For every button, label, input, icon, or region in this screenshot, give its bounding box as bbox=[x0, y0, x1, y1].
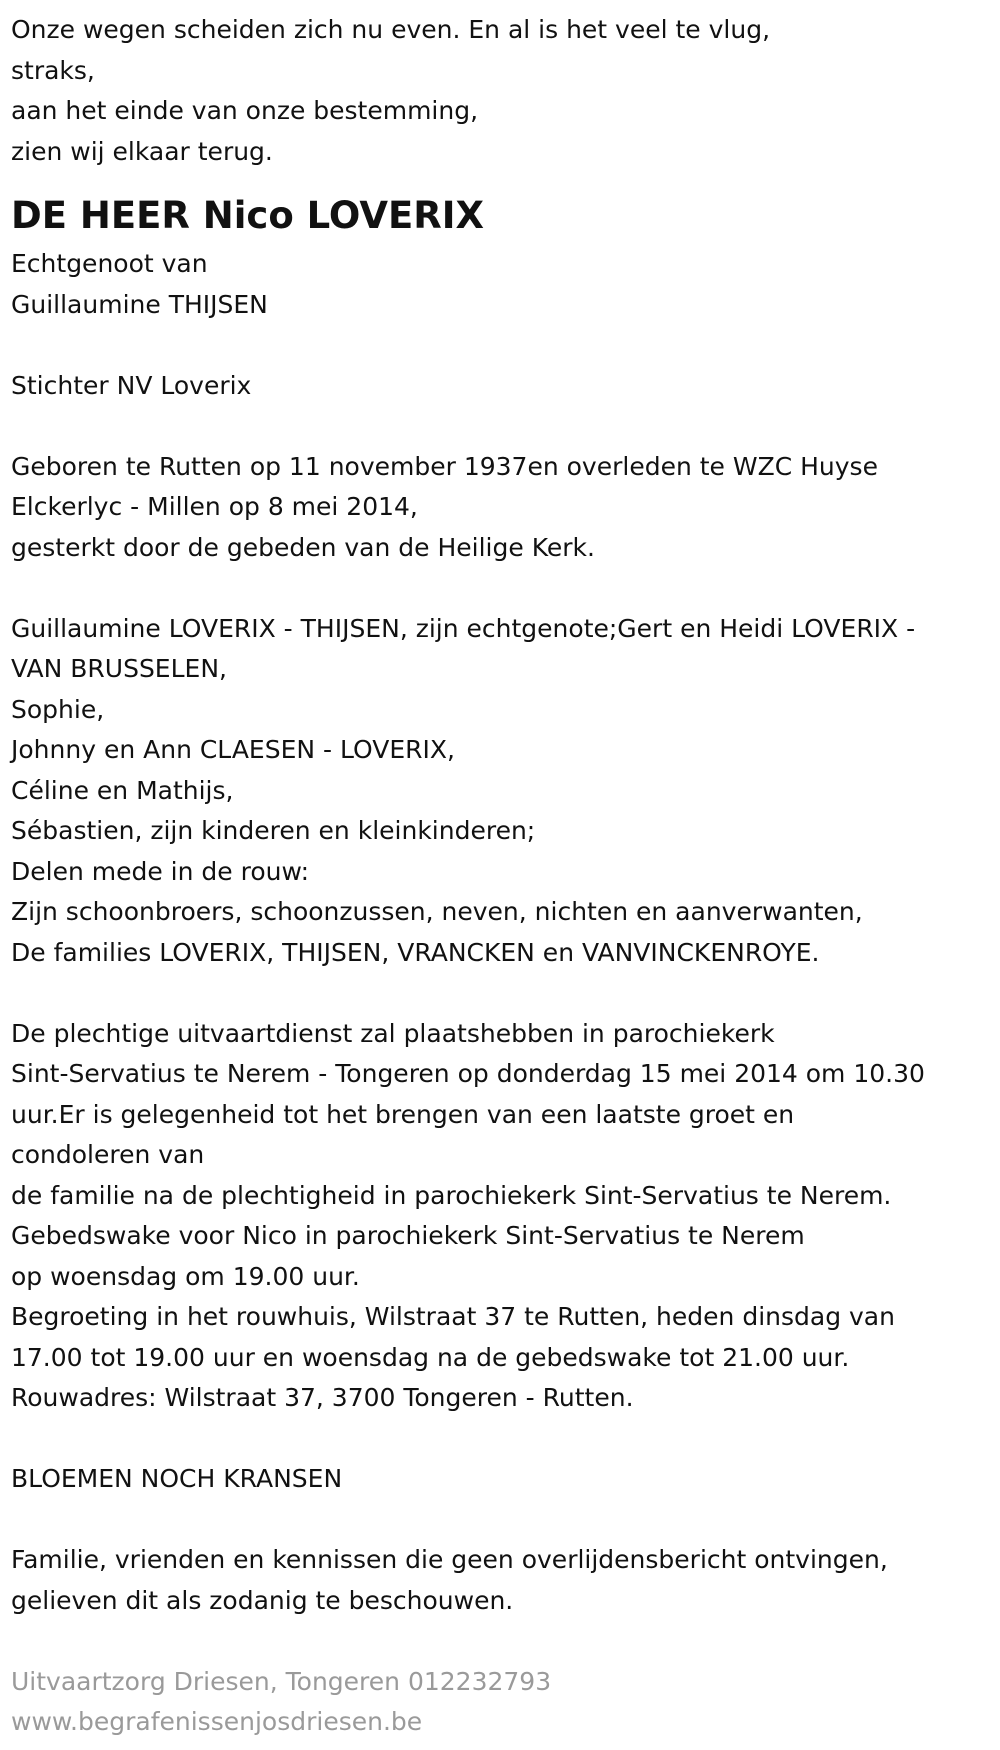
family-line: Sophie, bbox=[11, 694, 105, 724]
spacer bbox=[11, 1419, 989, 1460]
poem-line: aan het einde van onze bestemming, bbox=[11, 96, 479, 125]
birth-death-line: Elckerlyc - Millen op 8 mei 2014, bbox=[11, 492, 418, 521]
ceremony-line: Rouwadres: Wilstraat 37, 3700 Tongeren - Rutten. bbox=[11, 1383, 634, 1412]
notice-section bbox=[11, 1540, 989, 1621]
poem bbox=[11, 10, 989, 172]
family-line: Johnny en Ann CLAESEN - LOVERIX, bbox=[11, 735, 455, 764]
family-line: Guillaumine LOVERIX - THIJSEN, zijn echtgenote;Gert en Heidi LOVERIX - bbox=[11, 613, 916, 643]
poem-line: zien wij elkaar terug. bbox=[11, 136, 273, 166]
poem-line: straks, bbox=[11, 55, 95, 85]
ceremony-line: 17.00 tot 19.00 uur en woensdag na de gebedswake tot 21.00 uur. bbox=[11, 1342, 850, 1372]
family-line: Sébastien, zijn kinderen en kleinkinderen; bbox=[11, 816, 536, 845]
spacer bbox=[11, 568, 989, 609]
ceremony-line: condoleren van bbox=[11, 1140, 205, 1169]
notice-line: Familie, vrienden en kennissen die geen overlijdensbericht ontvingen, bbox=[11, 1545, 888, 1574]
flowers-notice: BLOEMEN NOCH KRANSEN bbox=[11, 1464, 343, 1493]
family-line: De families LOVERIX, THIJSEN, VRANCKEN en VANVINCKENROYE. bbox=[11, 937, 820, 967]
birth-death-line: gesterkt door de gebeden van de Heilige Kerk. bbox=[11, 532, 595, 562]
undertaker-website: www.begrafenissenjosdriesen.be bbox=[11, 1707, 423, 1736]
deceased-title: DE HEER Nico LOVERIX bbox=[11, 194, 485, 237]
family-line: VAN BRUSSELEN, bbox=[11, 654, 227, 683]
spacer bbox=[11, 1500, 989, 1541]
notice-line: gelieven dit als zodanig te beschouwen. bbox=[11, 1585, 514, 1615]
spacer bbox=[11, 973, 989, 1014]
ceremony-line: De plechtige uitvaartdienst zal plaatshebben in parochiekerk bbox=[11, 1018, 775, 1048]
spouse-intro: Echtgenoot van bbox=[11, 249, 208, 278]
birth-death-line: Geboren te Rutten op 11 november 1937en overleden te WZC Huyse bbox=[11, 451, 878, 481]
ceremony-line: de familie na de plechtigheid in parochiekerk Sint-Servatius te Nerem. bbox=[11, 1180, 892, 1210]
spacer bbox=[11, 325, 989, 366]
ceremony-line: Gebedswake voor Nico in parochiekerk Sint-Servatius te Nerem bbox=[11, 1221, 805, 1250]
deceased-role: Stichter NV Loverix bbox=[11, 370, 252, 400]
poem-line: Onze wegen scheiden zich nu even. En al is het veel te vlug, bbox=[11, 15, 771, 44]
spacer bbox=[11, 1621, 989, 1662]
ceremony-line: uur.Er is gelegenheid tot het brengen van een laatste groet en bbox=[11, 1099, 795, 1129]
ceremony-line: Begroeting in het rouwhuis, Wilstraat 37 te Rutten, heden dinsdag van bbox=[11, 1302, 895, 1331]
family-line: Delen mede in de rouw: bbox=[11, 856, 309, 886]
family-section bbox=[11, 609, 989, 974]
spouse-name: Guillaumine THIJSEN bbox=[11, 289, 268, 319]
ceremony-line: op woensdag om 19.00 uur. bbox=[11, 1261, 360, 1291]
footer bbox=[11, 1662, 989, 1743]
birth-death-section bbox=[11, 447, 989, 569]
ceremony-section bbox=[11, 1014, 989, 1419]
family-line: Céline en Mathijs, bbox=[11, 775, 234, 805]
family-line: Zijn schoonbroers, schoonzussen, neven, nichten en aanverwanten, bbox=[11, 897, 863, 926]
spacer bbox=[11, 406, 989, 447]
undertaker-contact: Uitvaartzorg Driesen, Tongeren 012232793 bbox=[11, 1666, 552, 1696]
ceremony-line: Sint-Servatius te Nerem - Tongeren op donderdag 15 mei 2014 om 10.30 bbox=[11, 1059, 925, 1088]
